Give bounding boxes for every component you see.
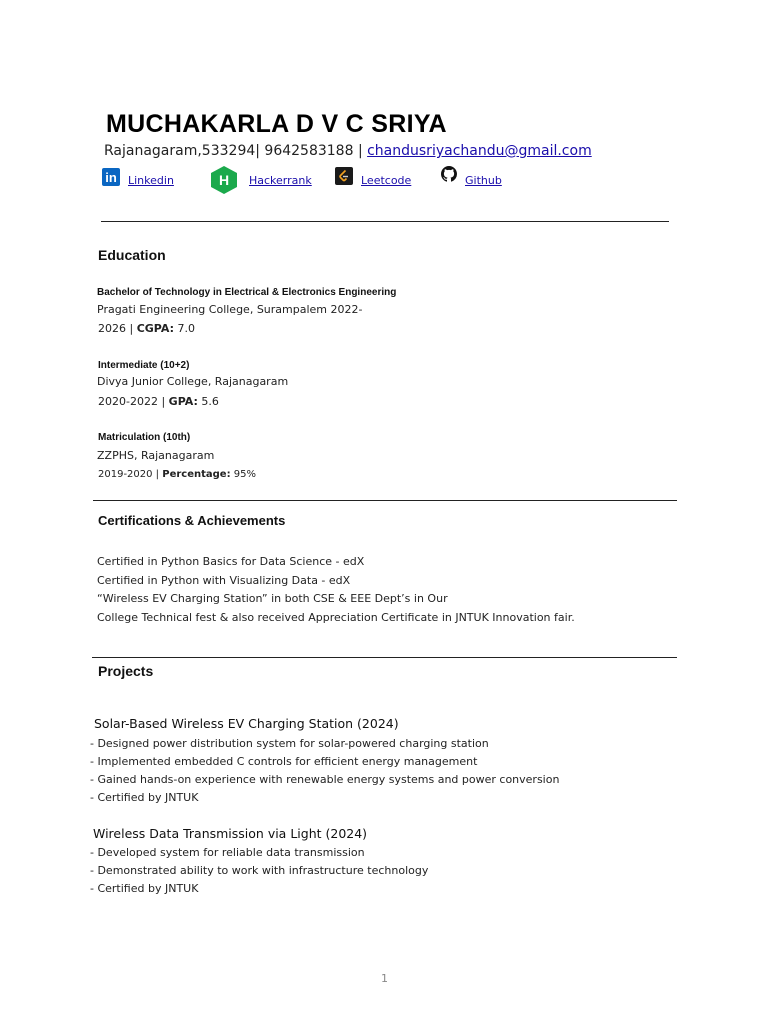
hackerrank-link[interactable]: Hackerrank [249, 174, 312, 187]
leetcode-icon[interactable] [335, 167, 353, 185]
education-score-value: 5.6 [197, 395, 219, 408]
education-score-line [98, 322, 195, 335]
education-score-value: 7.0 [173, 322, 195, 335]
candidate-name: MUCHAKARLA D V C SRIYA [106, 110, 447, 138]
linkedin-link[interactable]: Linkedin [128, 174, 174, 187]
contact-address-phone: Rajanagaram,533294| 9642583188 | [104, 143, 368, 159]
certifications-divider [92, 657, 677, 658]
education-institution: ZZPHS, Rajanagaram [97, 449, 215, 462]
project-title: Solar-Based Wireless EV Charging Station (2024) [94, 716, 399, 731]
hackerrank-shape [209, 165, 239, 195]
project-bullet: - Developed system for reliable data transmission [90, 846, 365, 859]
achievement-item-continued: College Technical fest & also received Appreciation Certificate in JNTUK Innovation fair. [97, 611, 575, 624]
project-title: Wireless Data Transmission via Light (2024) [93, 826, 368, 841]
contact-line [104, 143, 592, 159]
hackerrank-icon[interactable] [209, 165, 239, 195]
education-heading: Education [98, 247, 166, 263]
hackerrank-glyph: H [218, 172, 230, 188]
education-institution: Pragati Engineering College, Surampalem 2022- [97, 303, 363, 316]
education-years: 2020-2022 | [98, 395, 169, 408]
education-score-label: GPA: [168, 395, 198, 408]
leetcode-link[interactable]: Leetcode [361, 174, 412, 187]
project-bullet: - Certified by JNTUK [90, 882, 199, 895]
email-link[interactable]: chandusriyachandu@gmail.com [367, 143, 592, 159]
project-bullet: - Demonstrated ability to work with infrastructure technology [90, 864, 429, 877]
project-bullet: - Designed power distribution system for solar-powered charging station [90, 737, 489, 750]
education-score-label: CGPA: [136, 322, 174, 335]
certification-item: Certified in Python Basics for Data Science - edX [97, 555, 365, 568]
education-score-value: 95% [230, 469, 256, 480]
education-degree: Bachelor of Technology in Electrical & Electronics Engineering [97, 287, 397, 298]
linkedin-glyph: in [105, 169, 117, 185]
achievement-item: “Wireless EV Charging Station” in both CSE & EEE Dept’s in Our [97, 592, 448, 605]
github-shape [441, 166, 457, 182]
leetcode-shape [337, 169, 351, 183]
certification-item: Certified in Python with Visualizing Data - edX [97, 574, 351, 587]
education-institution: Divya Junior College, Rajanagaram [97, 375, 289, 388]
education-degree: Matriculation (10th) [98, 432, 191, 443]
linkedin-icon[interactable] [102, 168, 120, 186]
project-bullet: - Gained hands-on experience with renewable energy systems and power conversion [90, 773, 560, 786]
education-years: 2026 | [98, 322, 137, 335]
header-divider [101, 221, 669, 222]
project-bullet: - Implemented embedded C controls for efficient energy management [90, 755, 478, 768]
education-degree: Intermediate (10+2) [98, 360, 190, 371]
page-number: 1 [381, 972, 388, 985]
education-score-line [98, 469, 256, 480]
education-years: 2019-2020 | [98, 469, 163, 480]
certifications-heading: Certifications & Achievements [98, 513, 286, 528]
projects-heading: Projects [98, 663, 154, 679]
github-icon[interactable] [441, 166, 457, 182]
education-divider [93, 500, 677, 501]
education-score-line [98, 395, 219, 408]
github-link[interactable]: Github [465, 174, 502, 187]
education-score-label: Percentage: [162, 469, 231, 480]
project-bullet: - Certified by JNTUK [90, 791, 199, 804]
